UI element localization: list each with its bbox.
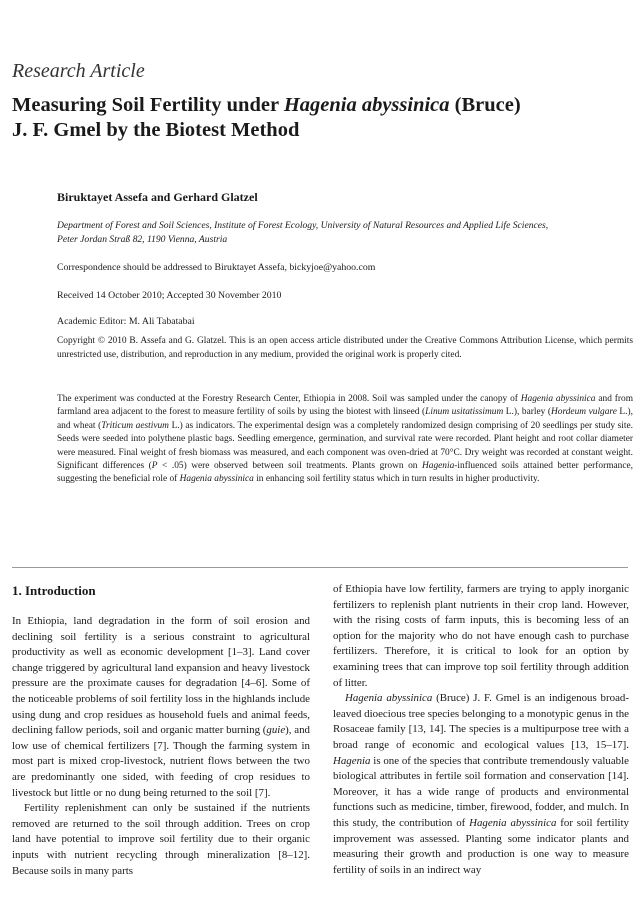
received-accepted-dates: Received 14 October 2010; Accepted 30 November 2010 — [57, 290, 282, 301]
title-text-part-a: Measuring Soil Fertility under — [12, 94, 284, 116]
article-title — [12, 93, 622, 143]
paragraph-italic: guie — [266, 724, 286, 737]
abstract-italic: Hagenia abyssinica — [520, 394, 596, 404]
paragraph-text: for soil fertility improvement was assessed. Planting some indicator plants and measuring their growth and production is one way to measure fertility of soils in an indirect way — [333, 816, 629, 876]
article-type-label: Research Article — [12, 60, 145, 82]
body-column-left — [12, 614, 310, 879]
paragraph-text: (Bruce) J. F. Gmel is an indigenous broad-leaved dioecious tree species belonging to a monotypic genus in the Rosaceae family [13, 14]. The species is a multipurpose tree with a broad range of economic and ecological values [13, 15–17]. — [333, 692, 629, 751]
intro-paragraph-2-continued: of Ethiopia have low fertility, farmers are trying to apply inorganic fertilizers to replenish plant nutrients in their crop land. However, with the rising costs of farm inputs, this is becoming less of an option for the majority who do not have enough cash to purchase fertilizers. Therefore, it is critical to look for an option by examining trees that can improve top soil fertility through addition of litter. — [333, 583, 629, 689]
abstract-text: L.) as indicators. The experimental design was a completely randomized design comprising of 20 seedlings per study site. Seeds were seeded into polythene plastic bags. Seedling emergence, germination, and survival rate were recorded. Plant height and root collar diameter were measured. Final weight of fresh biomass was measured, and each component was oven-dried at 70°C. Dry weight was recorded at constant weight. Significant differences ( — [57, 420, 633, 472]
abstract-italic: Linum usitatissimum — [425, 407, 504, 418]
title-text-part-b: (Bruce) — [449, 94, 521, 116]
abstract-text: The experiment was conducted at the Forestry Research Center, Ethiopia in 2008. Soil was sampled under the canopy of — [57, 394, 521, 404]
academic-editor: Academic Editor: M. Ali Tabatabai — [57, 316, 195, 327]
abstract-italic: Hordeum vulgare — [550, 407, 617, 418]
abstract-text: < .05) were observed between soil treatments. Plants grown on — [157, 461, 422, 472]
intro-paragraph-2: Fertility replenishment can only be sustained if the nutrients removed are returned to the soil through addition. Trees on crop land have potential to improve soil fertility due to their organic inputs with nutrient recycling through mineralization [8–12]. Because soils in many parts — [12, 802, 310, 877]
affiliation-line-1: Department of Forest and Soil Sciences, Institute of Forest Ecology, University of Natural Resources and Applied Life Sciences, — [57, 220, 549, 231]
correspondence-line: Correspondence should be addressed to Biruktayet Assefa, bickyjoe@yahoo.com — [57, 262, 376, 273]
section-heading-introduction: 1. Introduction — [12, 583, 96, 598]
abstract-italic: Triticum aestivum — [101, 420, 169, 431]
paragraph-italic: Hagenia abyssinica — [469, 816, 557, 829]
paragraph-italic: Hagenia abyssinica — [345, 692, 433, 705]
intro-paragraph-1 — [12, 614, 310, 801]
abstract-text: L.), and wheat ( — [57, 407, 633, 431]
paragraph-italic: Hagenia — [333, 754, 371, 767]
authors: Biruktayet Assefa and Gerhard Glatzel — [57, 190, 258, 204]
body-column-right — [333, 582, 629, 878]
intro-paragraph-3 — [333, 691, 629, 878]
paragraph-text: ), and low use of chemical fertilizers [7]. Though the farming system in most part is mixed crop-livestock, nutrient flows between the two are predominantly one sided, with feeding of crop residues to livestock but little or no dung being returned to the soil [7]. — [12, 724, 310, 799]
abstract-text: in enhancing soil fertility status which in turn results in higher productivity. — [253, 474, 540, 485]
title-line-2: J. F. Gmel by the Biotest Method — [12, 119, 300, 141]
abstract-text: -influenced soils attained better performance, suggesting the beneficial role of — [57, 461, 634, 485]
paragraph-text: is one of the species that contribute tremendously valuable biological attributes in fertile soil formation and conservation [14]. Moreover, it has a wide range of products and environmental functions such as medicine, timber, firewood, fodder, and mulch. In this study, the contribution of — [333, 754, 629, 829]
title-species-name: Hagenia abyssinica — [283, 94, 450, 116]
paragraph-text: In Ethiopia, land degradation in the form of soil erosion and declining soil fertility is a serious constraint to agricultural productivity as well as economic development [1–3]. Land cover change triggered by agricultural land expansion and heavy livestock pressure are the proximate causes for degradation [4–6]. Some of the noticeable problems of soil fertility loss in the highlands include using dung and crop residues as household fuels and animal feeds, declining fallow periods, soil and organic matter burning ( — [12, 615, 310, 737]
affiliation-line-2: Peter Jordan Straß 82, 1190 Vienna, Austria — [57, 234, 228, 245]
abstract-italic: Hagenia — [421, 461, 455, 472]
section-divider — [12, 567, 628, 568]
abstract-italic: Hagenia abyssinica — [179, 474, 254, 485]
affiliation — [57, 219, 627, 247]
copyright-notice: Copyright © 2010 B. Assefa and G. Glatzel. This is an open access article distributed under the Creative Commons Attribution License, which permits unrestricted use, distribution, and reproduction in any medium, provided the original work is properly cited. — [57, 336, 633, 360]
abstract-italic: P — [151, 461, 158, 472]
abstract — [57, 393, 633, 487]
abstract-text: and from farmland area adjacent to the forest to measure fertility of soils by using the biotest with linseed ( — [57, 394, 633, 418]
abstract-text: L.), barley ( — [503, 407, 551, 418]
